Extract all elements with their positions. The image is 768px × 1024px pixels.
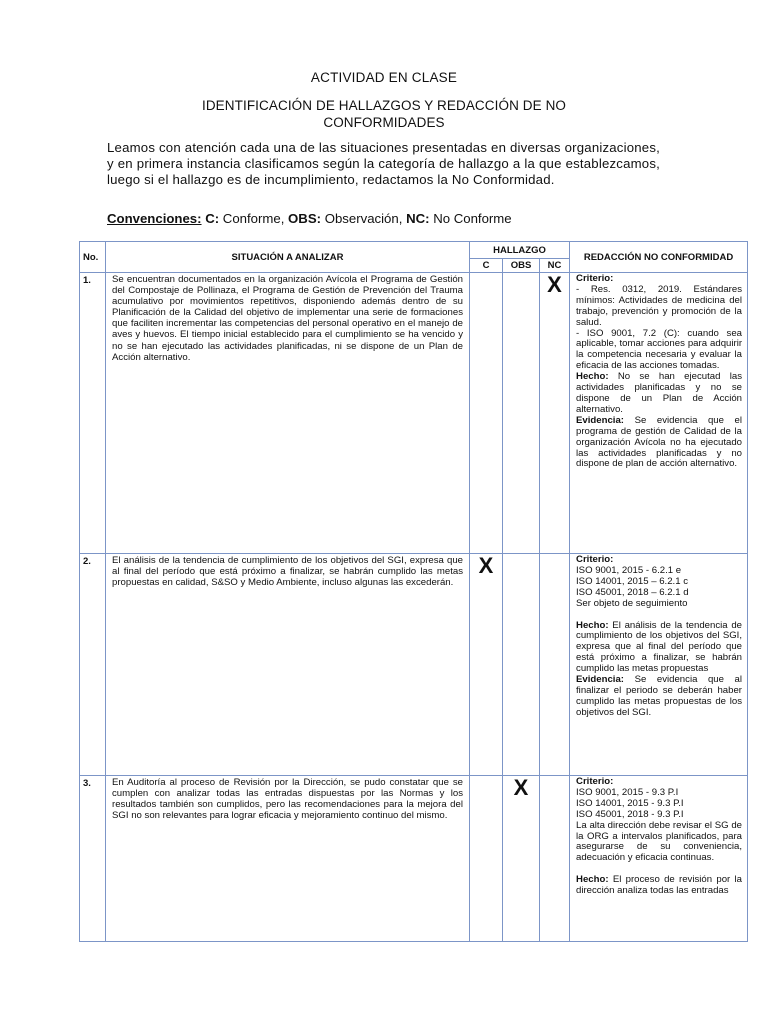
evidence-text: Se evidencia que el programa de gestión de Calidad de la organización Avícola no ha ejecutado las actividades planificadas y no dispone de plan de acción alternativo. xyxy=(576,414,743,470)
header-finding: HALLAZGO xyxy=(470,242,570,259)
document-subtitle: IDENTIFICACIÓN DE HALLAZGOS Y REDACCIÓN DE NO CONFORMIDADES xyxy=(201,98,567,130)
findings-table xyxy=(79,241,748,942)
criteria-text: Ser objeto de seguimiento xyxy=(576,597,688,609)
conventions-line xyxy=(107,211,667,226)
fact-text: El análisis de la tendencia de cumplimiento de los objetivos del SGI, expresa que al final del período que está próximo a finalizar, se habrán cumplido las metas propuestas xyxy=(576,619,743,675)
nc-writing-clip xyxy=(576,777,742,941)
criteria-text: ISO 45001, 2018 - 9.3 P.I xyxy=(576,808,684,820)
conv-obs-text: Observación, xyxy=(324,211,403,226)
mark-c xyxy=(470,776,503,942)
fact-block xyxy=(576,875,742,897)
conv-nc-key: NC: xyxy=(406,211,430,226)
fact-label: Hecho: xyxy=(576,619,609,631)
criteria-text: - Res. 0312, 2019. Estándares mínimos: Actividades de medicina del trabajo, prevención y promoción de la salud. xyxy=(576,283,743,328)
conv-c-key: C: xyxy=(205,211,220,226)
conv-obs-key: OBS: xyxy=(288,211,322,226)
mark-nc xyxy=(540,776,570,942)
header-no: No. xyxy=(80,242,106,273)
criteria-text: ISO 45001, 2018 – 6.2.1 d xyxy=(576,586,689,598)
document-title: ACTIVIDAD EN CLASE xyxy=(310,70,458,85)
criteria-text: ISO 14001, 2015 – 6.2.1 c xyxy=(576,575,689,587)
criteria-label: Criterio: xyxy=(576,777,614,787)
conventions-label: Convenciones: xyxy=(107,211,202,226)
situation-cell: El análisis de la tendencia de cumplimiento de los objetivos del SGI, expresa que al final del período que está próximo a finalizar, se habrán cumplido las metas propuestas en calidad, S&SO y Medio Ambiente, incluso algunas las excederán. xyxy=(106,554,470,776)
situation-cell: En Auditoría al proceso de Revisión por la Dirección, se pudo constatar que se cumplen con analizar todas las entradas dispuestas por las Normas y los resultados también son cumplidos, pero las recomendaciones para la mejora del SGI no son relevantes para lograr eficacia y mejoramiento continuo del mismo. xyxy=(106,776,470,942)
header-obs: OBS xyxy=(503,259,540,273)
criteria-text: ISO 9001, 2015 - 6.2.1 e xyxy=(576,564,682,576)
fact-text: No se han ejecutad las actividades planificadas y no se dispone de un Plan de Acción alternativo. xyxy=(576,371,743,415)
nc-writing-cell xyxy=(570,273,748,554)
table-row xyxy=(80,554,748,776)
criteria-text: - ISO 9001, 7.2 (C): cuando sea aplicable, tomar acciones para adquirir la competencia necesaria y evaluar la eficacia de las acciones tomadas. xyxy=(576,327,743,372)
conv-nc-text: No Conforme xyxy=(433,211,512,226)
evidence-block xyxy=(576,416,742,471)
mark-obs xyxy=(503,554,540,776)
row-number: 1. xyxy=(80,273,106,554)
fact-text: El proceso de revisión por la dirección analiza todas las entradas xyxy=(576,874,743,897)
mark-c xyxy=(470,273,503,554)
table-row xyxy=(80,776,748,942)
mark-nc: X xyxy=(540,273,570,554)
evidence-text: Se evidencia que al finalizar el periodo se deberán haber cumplido las metas propuestas de los objetivos del SGI. xyxy=(576,674,743,718)
header-writing: REDACCIÓN NO CONFORMIDAD xyxy=(570,242,748,273)
evidence-block xyxy=(576,675,742,719)
mark-c: X xyxy=(470,554,503,776)
nc-writing-cell xyxy=(570,776,748,942)
fact-block xyxy=(576,621,742,676)
nc-writing-cell xyxy=(570,554,748,776)
criteria-text: ISO 9001, 2015 - 9.3 P.I xyxy=(576,786,679,798)
fact-label: Hecho: xyxy=(576,874,609,886)
criteria-text: ISO 14001, 2015 - 9.3 P.I xyxy=(576,797,684,809)
criteria-text: La alta dirección debe revisar el SG de la ORG a intervalos planificados, para asegurarse de su conveniencia, adecuación y eficacia continuas. xyxy=(576,819,743,864)
evidence-label: Evidencia: xyxy=(576,414,625,426)
header-nc: NC xyxy=(540,259,570,273)
evidence-label: Evidencia: xyxy=(576,674,625,686)
situation-cell: Se encuentran documentados en la organización Avícola el Programa de Gestión del Compostaje de Pollinaza, el Programa de Gestión de Prevención del Trauma acumulativo por movimientos repetitivos, disponiendo además dentro de su Planificación de la Calidad del objetivo de implementar una serie de formaciones que faciliten incrementar las competencias del personal operativo en el manejo de aves y huevos. El tiempo inicial establecido para el cumplimiento se ha vencido y no se han ejecutado las actividades planificadas, ni se dispone de un Plan de Acción alternativo. xyxy=(106,273,470,554)
header-situation: SITUACIÓN A ANALIZAR xyxy=(106,242,470,273)
header-c: C xyxy=(470,259,503,273)
fact-block xyxy=(576,372,742,416)
fact-label: Hecho: xyxy=(576,371,609,383)
table-row xyxy=(80,273,748,554)
criteria-label: Criterio: xyxy=(576,273,614,284)
criteria-label: Criterio: xyxy=(576,554,614,565)
mark-obs xyxy=(503,273,540,554)
intro-paragraph: Leamos con atención cada una de las situaciones presentadas en diversas organizaciones, y en primera instancia clasificamos según la categoría de hallazgo a la que establezcamos, luego si el hallazgo es de incumplimiento, redactamos la No Conformidad. xyxy=(107,140,660,187)
conv-c-text: Conforme, xyxy=(222,211,285,226)
row-number: 3. xyxy=(80,776,106,942)
mark-nc xyxy=(540,554,570,776)
row-number: 2. xyxy=(80,554,106,776)
mark-obs: X xyxy=(503,776,540,942)
